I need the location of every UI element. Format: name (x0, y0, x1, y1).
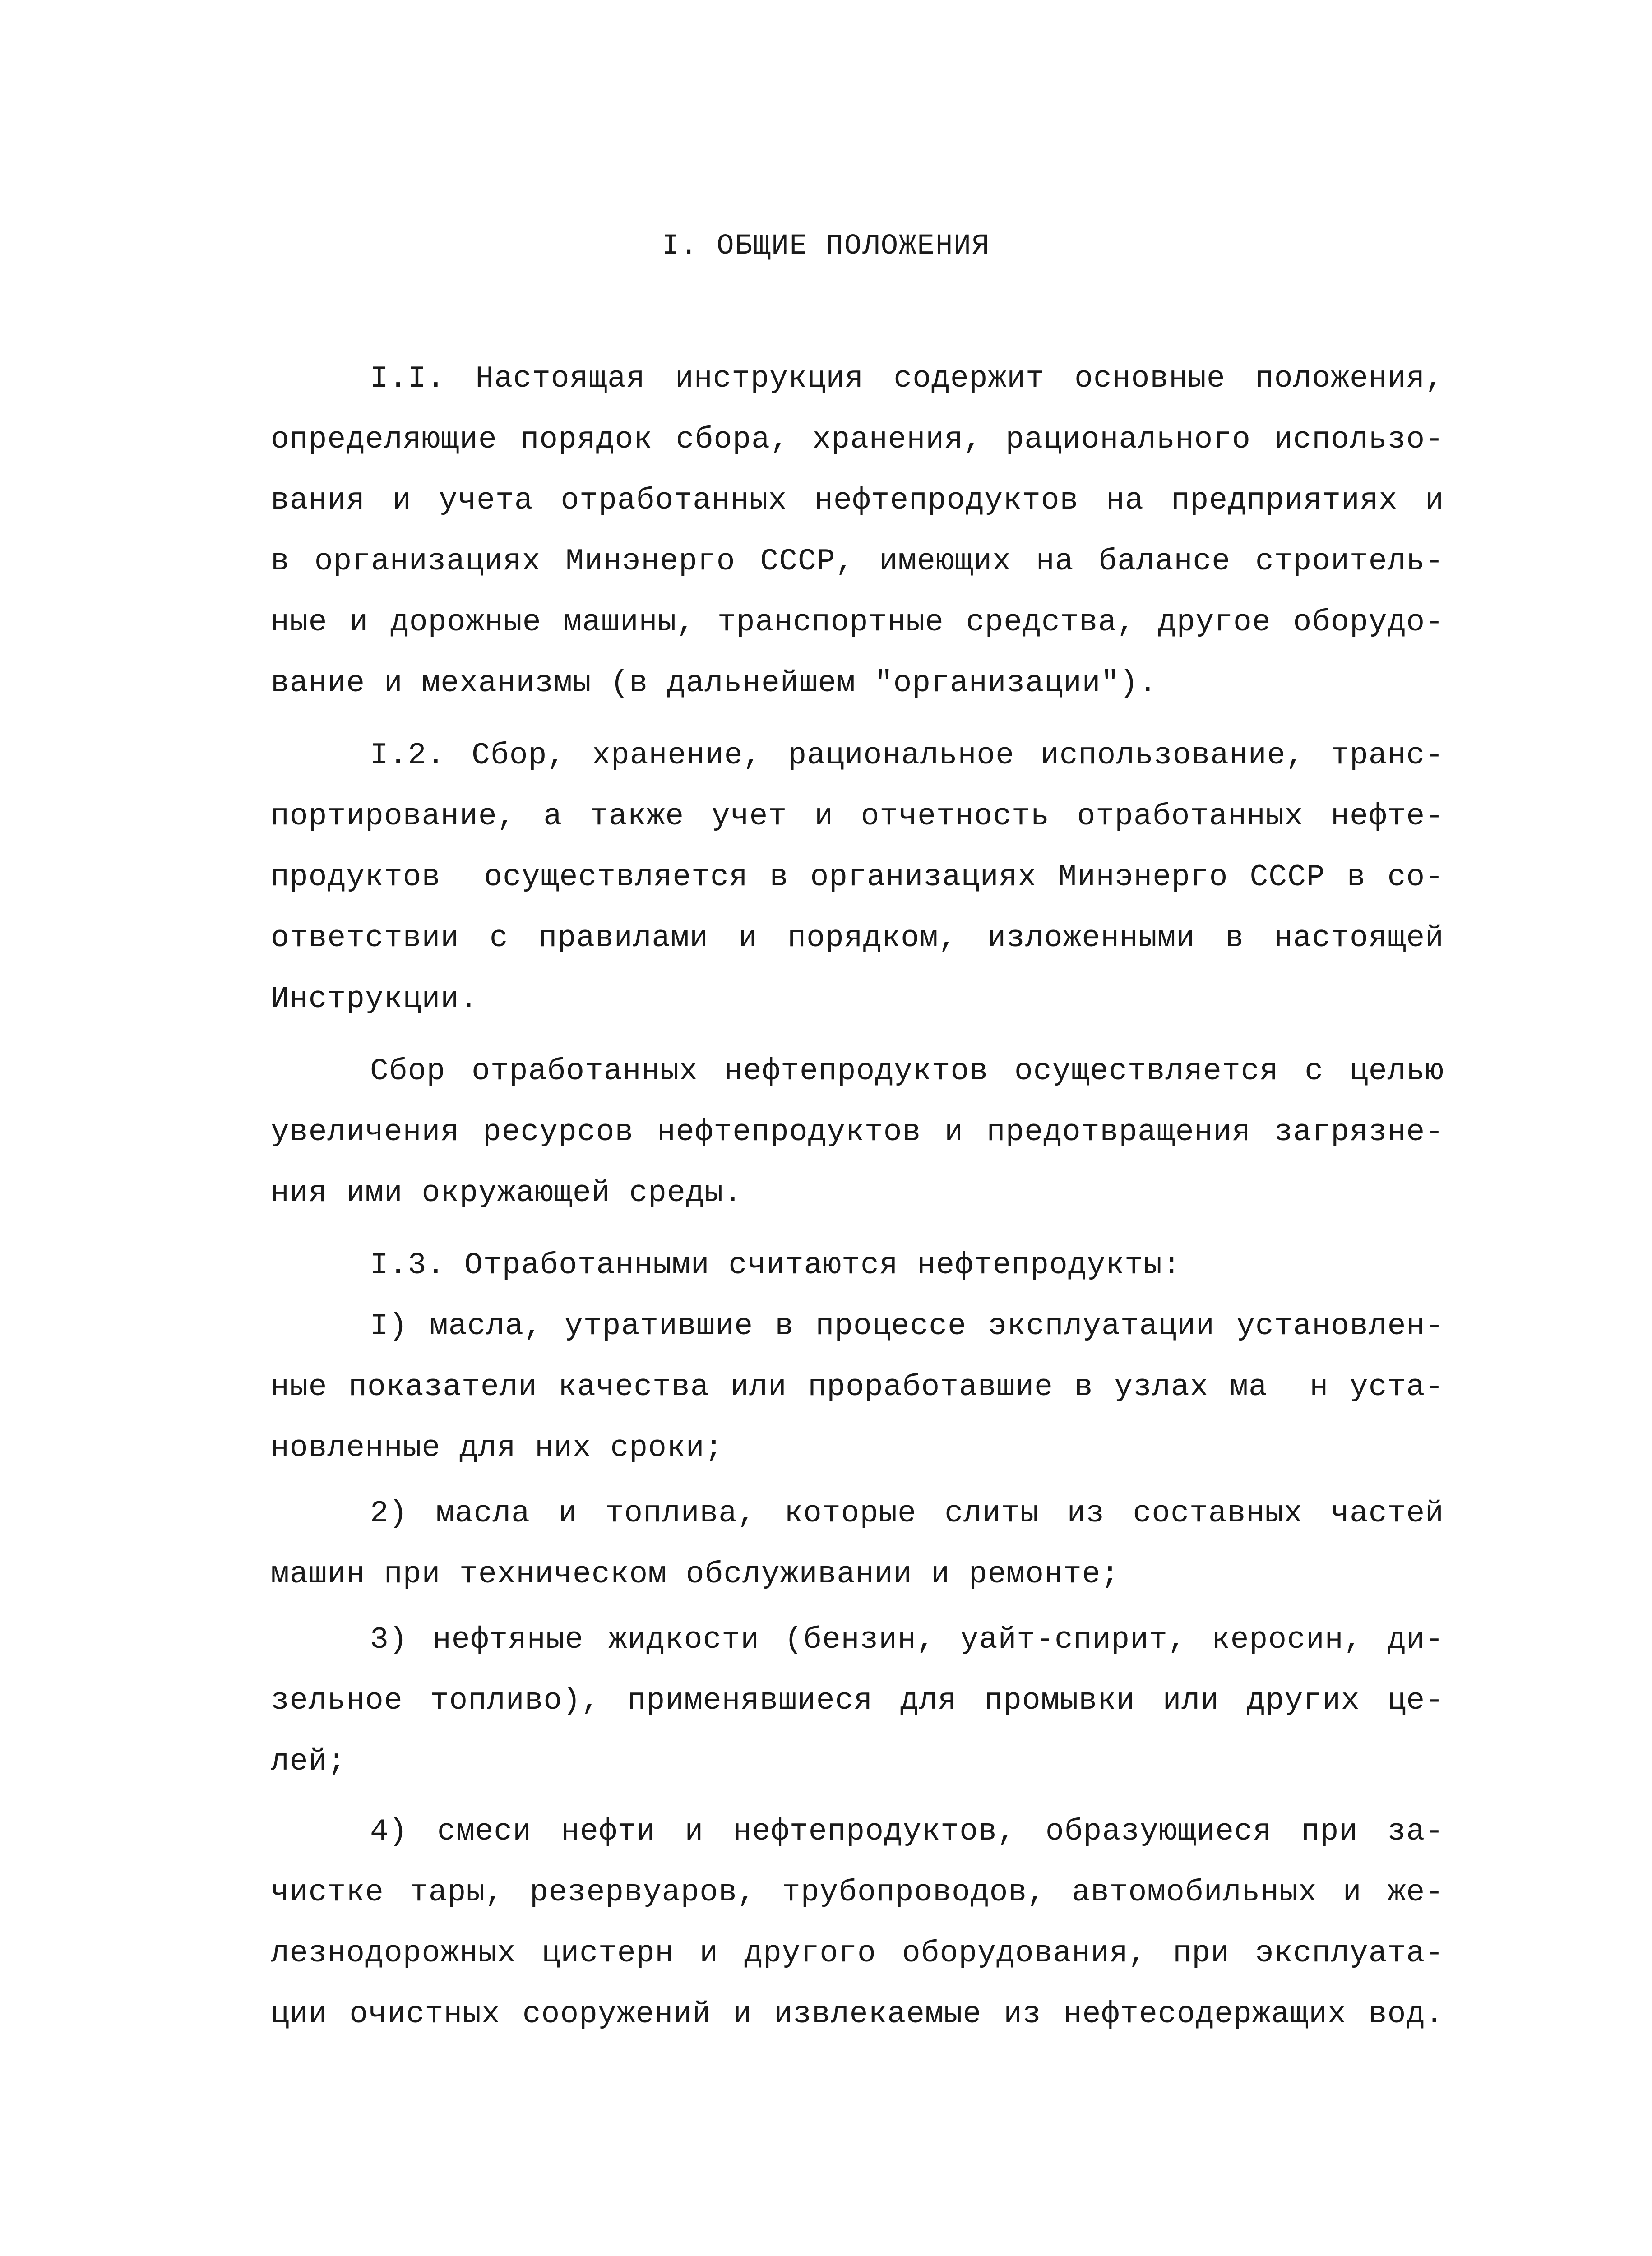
text-line-11: Инструкции. (271, 982, 478, 1017)
text-line-9: продуктов осуществляется в организациях Минэнерго СССР в со- (271, 860, 1444, 895)
text-line-1: I.I. Настоящая инструкция содержит основные положения, (370, 361, 1444, 396)
text-line-23: лей; (271, 1744, 347, 1779)
text-line-18: новленные для них сроки; (271, 1431, 724, 1465)
text-line-13: увеличения ресурсов нефтепродуктов и предотвращения загрязне- (271, 1115, 1444, 1150)
text-line-15: I.3. Отработанными считаются нефтепродукты: (370, 1248, 1181, 1283)
text-line-3: вания и учета отработанных нефтепродуктов на предприятиях и (271, 483, 1444, 518)
text-line-10: ответствии с правилами и порядком, изложенными в настоящей (271, 921, 1444, 956)
text-line-16: I) масла, утратившие в процессе эксплуатации установлен- (370, 1309, 1444, 1344)
section-title: I. ОБЩИЕ ПОЛОЖЕНИЯ (662, 230, 990, 263)
text-line-27: ции очистных сооружений и извлекаемые из нефтесодержащих вод. (271, 1997, 1444, 2032)
text-line-17: ные показатели качества или проработавшие в узлах ма н уста- (271, 1370, 1444, 1405)
text-line-5: ные и дорожные машины, транспортные средства, другое оборудо- (271, 605, 1444, 640)
text-line-20: машин при техническом обслуживании и ремонте; (271, 1557, 1120, 1592)
text-line-2: определяющие порядок сбора, хранения, рационального использо- (271, 422, 1444, 457)
text-line-26: лезнодорожных цистерн и другого оборудования, при эксплуата- (271, 1936, 1444, 1971)
text-line-4: в организациях Минэнерго СССР, имеющих на балансе строитель- (271, 544, 1444, 579)
text-line-21: 3) нефтяные жидкости (бензин, уайт-спирит, керосин, ди- (370, 1623, 1444, 1657)
text-line-6: вание и механизмы (в дальнейшем "организации"). (271, 666, 1157, 701)
text-line-8: портирование, а также учет и отчетность отработанных нефте- (271, 799, 1444, 834)
text-line-22: зельное топливо), применявшиеся для промывки или других це- (271, 1683, 1444, 1718)
text-line-12: Сбор отработанных нефтепродуктов осуществляется с целью (370, 1054, 1444, 1089)
text-line-24: 4) смеси нефти и нефтепродуктов, образующиеся при за- (370, 1814, 1444, 1849)
text-line-19: 2) масла и топлива, которые слиты из составных частей (370, 1496, 1444, 1531)
text-line-25: чистке тары, резервуаров, трубопроводов, автомобильных и же- (271, 1875, 1444, 1910)
text-line-14: ния ими окружающей среды. (271, 1176, 743, 1211)
text-line-7: I.2. Сбор, хранение, рациональное использование, транс- (370, 738, 1444, 773)
